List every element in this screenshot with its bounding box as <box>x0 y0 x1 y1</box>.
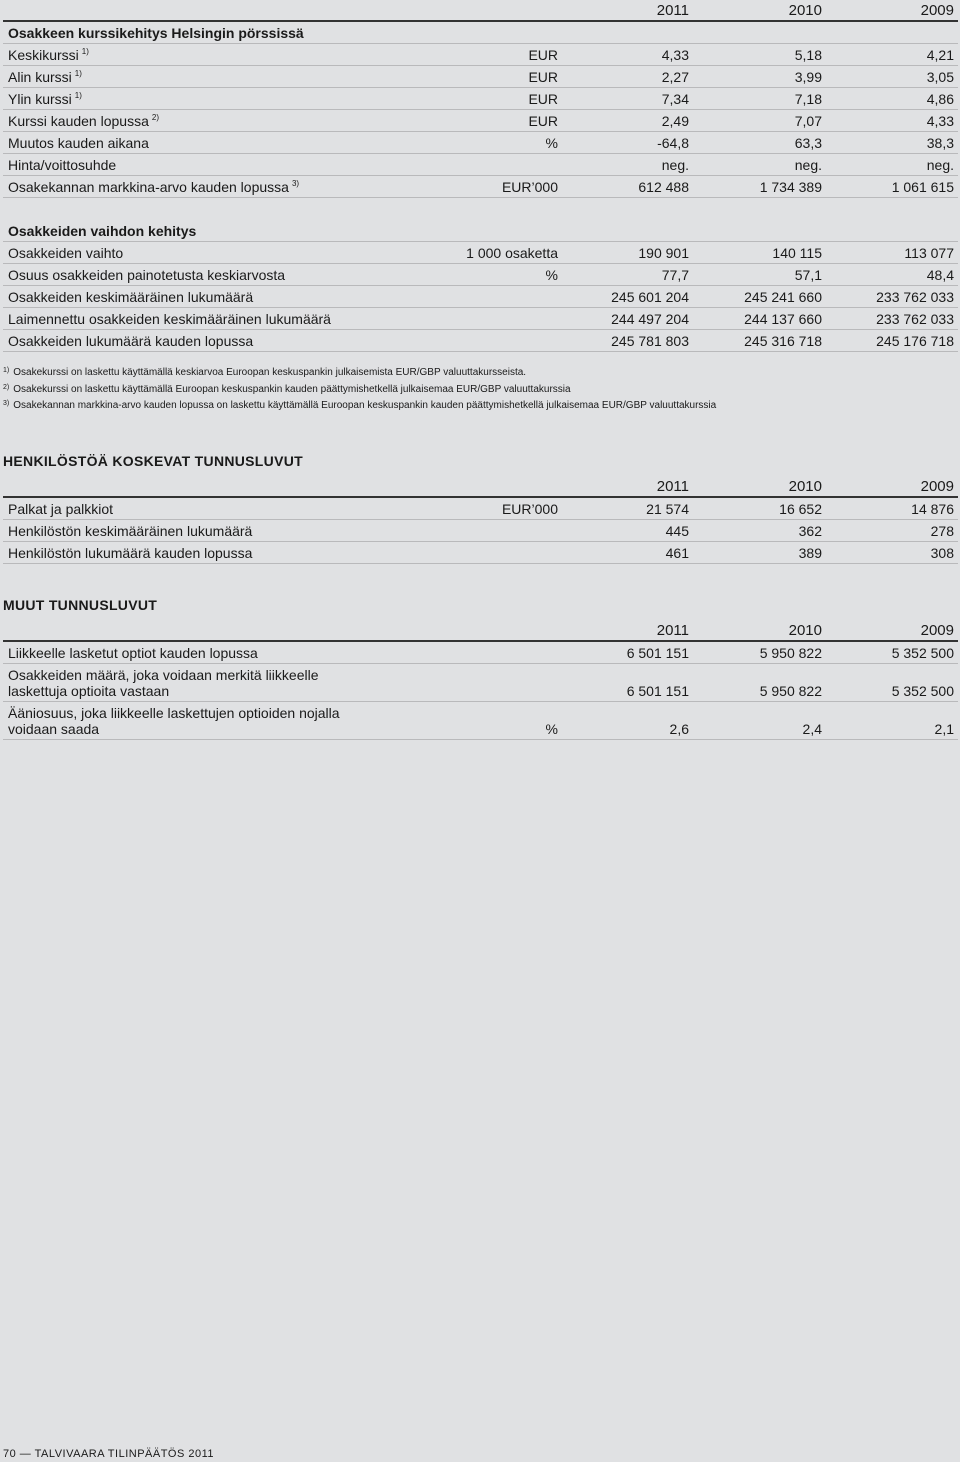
year-header-row <box>3 0 958 22</box>
year-header-row: 2011 2010 2009 <box>3 476 958 498</box>
section-heading-personnel: HENKILÖSTÖÄ KOSKEVAT TUNNUSLUVUT <box>3 453 303 469</box>
table-row: Osakkeiden keskimääräinen lukumäärä 245 601 204 245 241 660 233 762 033 <box>3 286 958 308</box>
table-row: Ylin kurssi $^{1)}$ EUR 7,34 7,18 4,86 <box>3 88 958 110</box>
footnote-3: $^{3)}$ Osakekannan markkina-arvo kauden lopussa on laskettu käyttämällä Euroopan keskuspankin kauden päättymishetkellä julkaisemaa EUR/GBP valuuttakurssia <box>3 400 717 411</box>
table-row: Osakekannan markkina-arvo kauden lopussa $^{3)}$ EUR’000 612 488 1 734 389 1 061 615 <box>3 176 958 198</box>
table-row: Muutos kauden aikana % -64,8 63,3 38,3 <box>3 132 958 154</box>
personnel-table <box>3 476 958 564</box>
footnotes <box>3 365 716 415</box>
year-col-2: 2010 <box>788 2 822 19</box>
spacer-row <box>3 198 958 220</box>
year-header-row: 2011 2010 2009 <box>3 620 958 642</box>
table-row: Henkilöstön keskimääräinen lukumäärä 445 362 278 <box>3 520 958 542</box>
section-heading-other: MUUT TUNNUSLUVUT <box>3 597 158 613</box>
section-title-share-price: Osakkeen kurssikehitys Helsingin pörssissä <box>3 22 958 44</box>
section-title-trading: Osakkeiden vaihdon kehitys <box>3 220 958 242</box>
table-row: Osakkeiden vaihto 1 000 osaketta 190 901 140 115 113 077 <box>3 242 958 264</box>
table-row: Liikkeelle lasketut optiot kauden lopussa 6 501 151 5 950 822 5 352 500 <box>3 642 958 664</box>
table-row: Palkat ja palkkiot EUR’000 21 574 16 652 14 876 <box>3 498 958 520</box>
year-col-3: 2009 <box>920 2 954 19</box>
table-row: Kurssi kauden lopussa $^{2)}$ EUR 2,49 7,07 4,33 <box>3 110 958 132</box>
table-row: Ääniosuus, joka liikkeelle laskettujen optioiden nojalla voidaan saada % 2,6 2,4 2,1 <box>3 702 958 740</box>
table-row: Hinta/voittosuhde neg. neg. neg. <box>3 154 958 176</box>
table-row: Osuus osakkeiden painotetusta keskiarvosta % 77,7 57,1 48,4 <box>3 264 958 286</box>
other-table <box>3 620 958 740</box>
footnote-1: $^{1)}$ Osakekurssi on laskettu käyttämällä keskiarvoa Euroopan keskuspankin julkaisemista EUR/GBP valuuttakursseista. <box>3 367 527 378</box>
page-footer: 70 — TALVIVAARA TILINPÄÄTÖS 2011 <box>3 1448 215 1460</box>
table-row: Alin kurssi $^{1)}$ EUR 2,27 3,99 3,05 <box>3 66 958 88</box>
share-price-table <box>3 0 958 352</box>
table-row: Laimennettu osakkeiden keskimääräinen lukumäärä 244 497 204 244 137 660 233 762 033 <box>3 308 958 330</box>
table-row: Osakkeiden määrä, joka voidaan merkitä liikkeelle laskettuja optioita vastaan 6 501 151 5 950 822 5 352 500 <box>3 664 958 702</box>
footnote-2: $^{2)}$ Osakekurssi on laskettu käyttämällä Euroopan keskuspankin kauden päättymishetkellä julkaisemaa EUR/GBP valuuttakurssia <box>3 383 571 395</box>
table-row: Henkilöstön lukumäärä kauden lopussa 461 389 308 <box>3 542 958 564</box>
table-row: Keskikurssi $^{1)}$ EUR 4,33 5,18 4,21 <box>3 44 958 66</box>
table-row: Osakkeiden lukumäärä kauden lopussa 245 781 803 245 316 718 245 176 718 <box>3 330 958 352</box>
year-col-1: 2011 <box>656 2 689 19</box>
